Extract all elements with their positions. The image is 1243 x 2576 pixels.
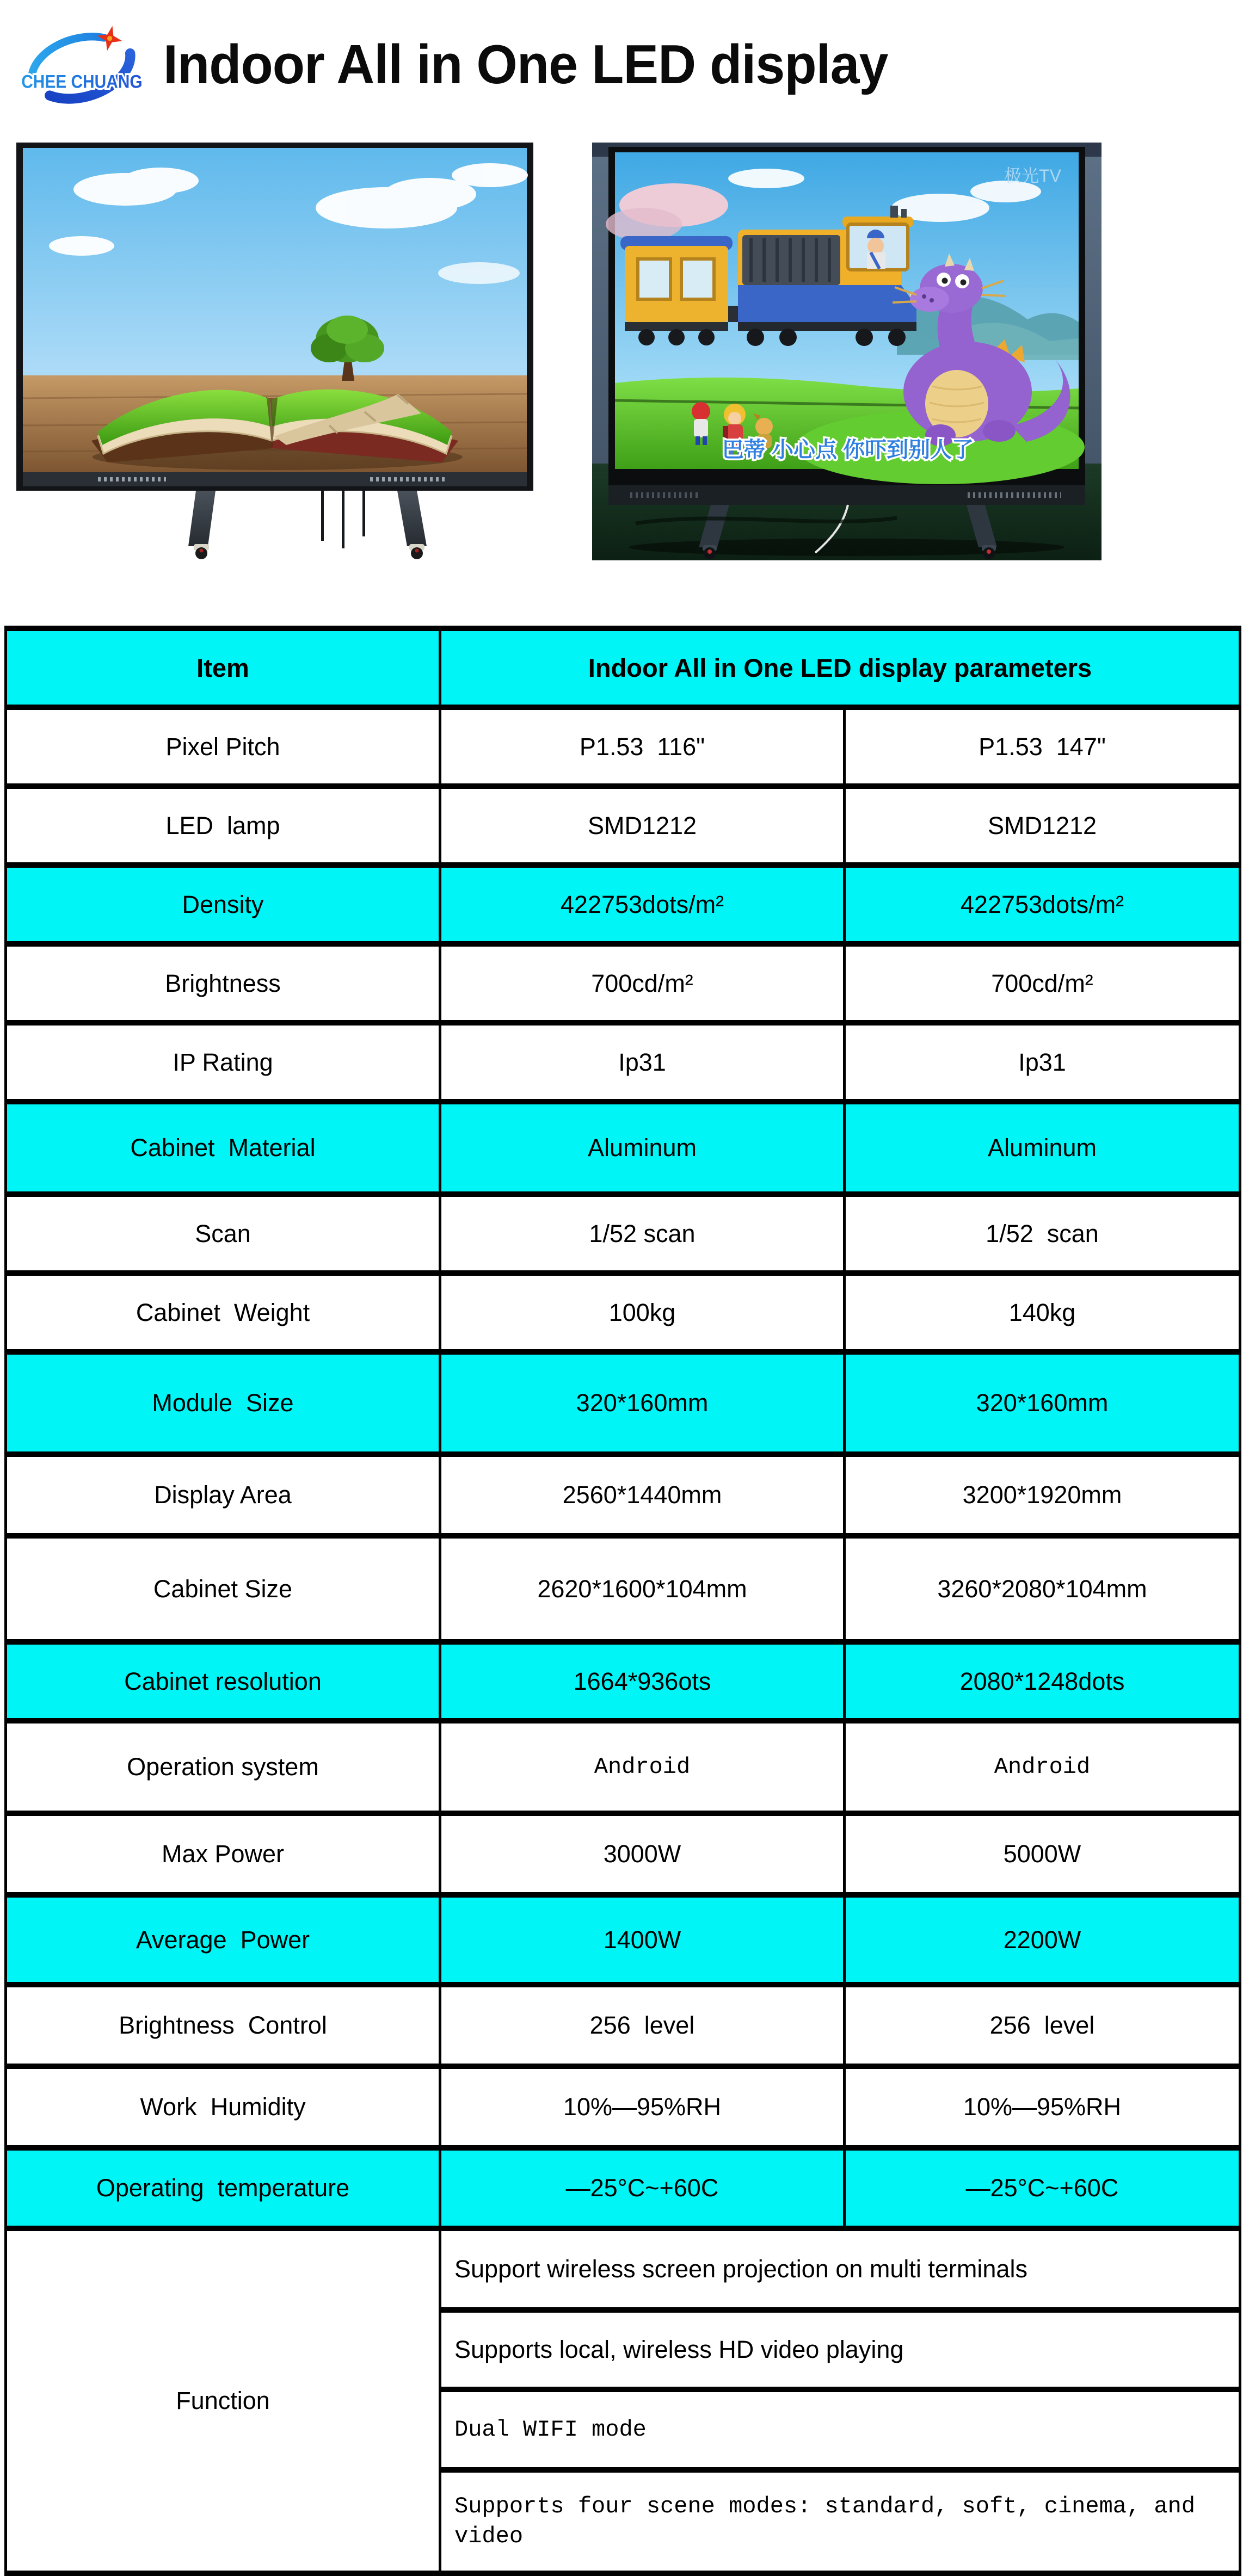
table-row — [6, 1813, 1240, 1895]
spec-label: Scan — [6, 1194, 440, 1273]
column-header-item: Item — [6, 628, 440, 707]
spec-label: Display Area — [6, 1454, 440, 1536]
display-stand-legs — [188, 491, 427, 559]
chee-chuang-logo — [15, 21, 154, 110]
table-row — [6, 707, 1240, 786]
spec-label: Average Power — [6, 1895, 440, 1985]
spec-value-model2: —25°C~+60C — [845, 2148, 1240, 2228]
spec-value-model1: 700cd/m² — [440, 944, 845, 1023]
spec-value-model1: 100kg — [440, 1273, 845, 1352]
function-item: Support wireless screen projection on multi terminals — [440, 2228, 1240, 2310]
table-row — [6, 944, 1240, 1023]
table-row — [6, 786, 1240, 865]
spec-value-model1: 2560*1440mm — [440, 1454, 845, 1536]
spec-value-model1: 320*160mm — [440, 1352, 845, 1454]
spec-value-model1: 1/52 scan — [440, 1194, 845, 1273]
spec-label: Work Humidity — [6, 2066, 440, 2148]
table-row — [6, 1194, 1240, 1273]
spec-value-model1: 422753dots/m² — [440, 865, 845, 944]
spec-value-model1: 256 level — [440, 1985, 845, 2066]
spec-label: IP Rating — [6, 1023, 440, 1102]
spec-value-model1: Ip31 — [440, 1023, 845, 1102]
spec-label: Operation system — [6, 1721, 440, 1813]
spec-value-model1: 1664*936ots — [440, 1642, 845, 1721]
spec-value-model2: Ip31 — [845, 1023, 1240, 1102]
spec-label: Brightness Control — [6, 1985, 440, 2066]
spec-value-model2: 422753dots/m² — [845, 865, 1240, 944]
spec-label: LED lamp — [6, 786, 440, 865]
page-title: Indoor All in One LED display — [163, 34, 888, 95]
table-header-row — [6, 628, 1240, 707]
logo-text: CHEE CHUANG — [21, 71, 143, 92]
spec-label: Cabinet Weight — [6, 1273, 440, 1352]
spec-label: Pixel Pitch — [6, 707, 440, 786]
table-row — [6, 865, 1240, 944]
spec-value-model1: 2620*1600*104mm — [440, 1536, 845, 1642]
screen-image-book — [23, 148, 528, 472]
spec-value-model2: 256 level — [845, 1985, 1240, 2066]
spec-value-model2: Aluminum — [845, 1102, 1240, 1194]
screen-subtitle: 巴蒂 小心点 你吓到别人了 — [722, 438, 974, 462]
table-row — [6, 1721, 1240, 1813]
product-photo-right — [592, 143, 1102, 560]
spec-value-model1: P1.53 116" — [440, 707, 845, 786]
table-row — [6, 2148, 1240, 2228]
spec-label: Brightness — [6, 944, 440, 1023]
table-row — [6, 1642, 1240, 1721]
spec-value-model2: 3260*2080*104mm — [845, 1536, 1240, 1642]
spec-value-model2: 2080*1248dots — [845, 1642, 1240, 1721]
spec-value-model1: 10%—95%RH — [440, 2066, 845, 2148]
spec-value-model2: 3200*1920mm — [845, 1454, 1240, 1536]
spec-value-model1: —25°C~+60C — [440, 2148, 845, 2228]
spec-value-model2: P1.53 147" — [845, 707, 1240, 786]
function-item: Supports local, wireless HD video playing — [440, 2310, 1240, 2389]
table-row — [6, 1895, 1240, 1985]
spec-label: Cabinet Size — [6, 1536, 440, 1642]
spec-table — [4, 626, 1241, 2576]
antenna-cables — [321, 491, 365, 548]
spec-value-model1: Aluminum — [440, 1102, 845, 1194]
spec-label: Max Power — [6, 1813, 440, 1895]
spec-value-model1: 1400W — [440, 1895, 845, 1985]
spec-value-model2: 5000W — [845, 1813, 1240, 1895]
table-row — [6, 1454, 1240, 1536]
spec-value-model2: Android — [845, 1721, 1240, 1813]
spec-value-model2: 10%—95%RH — [845, 2066, 1240, 2148]
spec-label: Operating temperature — [6, 2148, 440, 2228]
table-row — [6, 1536, 1240, 1642]
table-row-function — [6, 2228, 1240, 2310]
tv-watermark: 极光TV — [1004, 166, 1061, 186]
spec-label: Cabinet resolution — [6, 1642, 440, 1721]
function-item: Dual WIFI mode — [440, 2389, 1240, 2470]
table-row — [6, 2066, 1240, 2148]
table-row — [6, 1985, 1240, 2066]
spec-label: Cabinet Material — [6, 1102, 440, 1194]
column-header-parameters: Indoor All in One LED display parameters — [440, 628, 1240, 707]
spec-value-model1: Android — [440, 1721, 845, 1813]
screen-image-cartoon — [606, 152, 1085, 484]
spec-value-model2: 320*160mm — [845, 1352, 1240, 1454]
spec-label: Density — [6, 865, 440, 944]
spec-value-model2: 2200W — [845, 1895, 1240, 1985]
spec-label: Module Size — [6, 1352, 440, 1454]
spec-value-model2: 140kg — [845, 1273, 1240, 1352]
spec-value-model2: 700cd/m² — [845, 944, 1240, 1023]
table-row — [6, 1352, 1240, 1454]
spec-value-model2: SMD1212 — [845, 786, 1240, 865]
table-row — [6, 1273, 1240, 1352]
spec-value-model2: 1/52 scan — [845, 1194, 1240, 1273]
table-row — [6, 1023, 1240, 1102]
table-row — [6, 1102, 1240, 1194]
spec-value-model1: SMD1212 — [440, 786, 845, 865]
spec-value-model1: 3000W — [440, 1813, 845, 1895]
spec-label-function: Function — [6, 2228, 440, 2573]
function-item: Supports four scene modes: standard, soft, cinema, and video — [440, 2470, 1240, 2573]
product-photo-left — [16, 143, 533, 560]
